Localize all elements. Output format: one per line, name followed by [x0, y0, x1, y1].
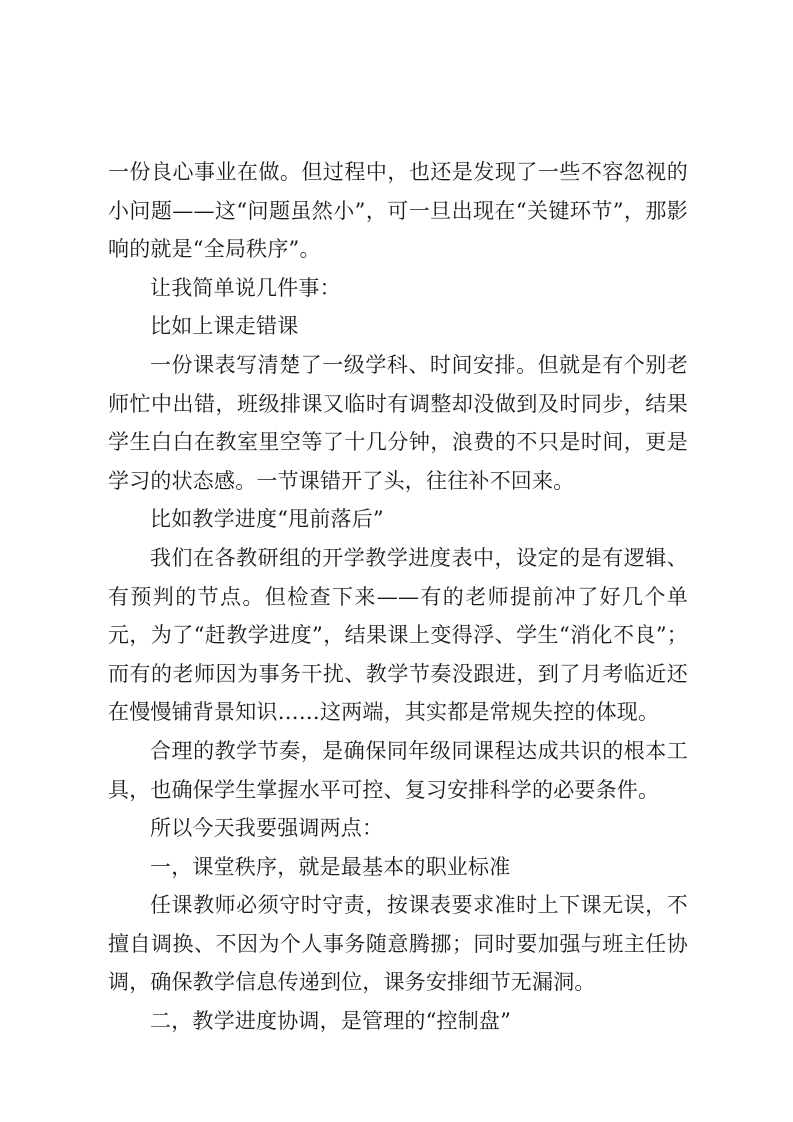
- heading-teaching-progress: 比如教学进度“甩前落后”: [150, 507, 384, 532]
- paragraph-lead-in: 让我简单说几件事：: [150, 275, 341, 300]
- heading-wrong-class: 比如上课走错课: [150, 314, 299, 339]
- document-body: [108, 153, 688, 1041]
- heading-point-one: 一，课堂秩序，就是最基本的职业标准: [150, 854, 511, 879]
- heading-point-two: 二，教学进度协调，是管理的“控制盘”: [150, 1009, 512, 1034]
- paragraph-two-points: 所以今天我要强调两点：: [150, 816, 384, 841]
- paragraph-teaching-progress: 我们在各教研组的开学教学进度表中，设定的是有逻辑、有预判的节点。但检查下来——有的老师提前冲了好几个单元，为了“赶教学进度”，结果课上变得浮、学生“消化不良”；而有的老师因为事务干扰、教学节奏没跟进，到了月考临近还在慢慢铺背景知识……这两端，其实都是常规失控的体现。: [108, 545, 688, 725]
- paragraph-continued-intro: 一份良心事业在做。但过程中，也还是发现了一些不容忽视的小问题——这“问题虽然小”，可一旦出现在“关键环节”，那影响的就是“全局秩序”。: [108, 160, 688, 262]
- paragraph-teaching-rhythm: 合理的教学节奏，是确保同年级同课程达成共识的根本工具，也确保学生掌握水平可控、复习安排科学的必要条件。: [108, 738, 688, 802]
- paragraph-point-one: 任课教师必须守时守责，按课表要求准时上下课无误，不擅自调换、不因为个人事务随意腾挪；同时要加强与班主任协调，确保教学信息传递到位，课务安排细节无漏洞。: [108, 893, 688, 995]
- paragraph-wrong-class: 一份课表写清楚了一级学科、时间安排。但就是有个别老师忙中出错，班级排课又临时有调整却没做到及时同步，结果学生白白在教室里空等了十几分钟，浪费的不只是时间，更是学习的状态感。一节课错开了头，往往补不回来。: [108, 352, 688, 493]
